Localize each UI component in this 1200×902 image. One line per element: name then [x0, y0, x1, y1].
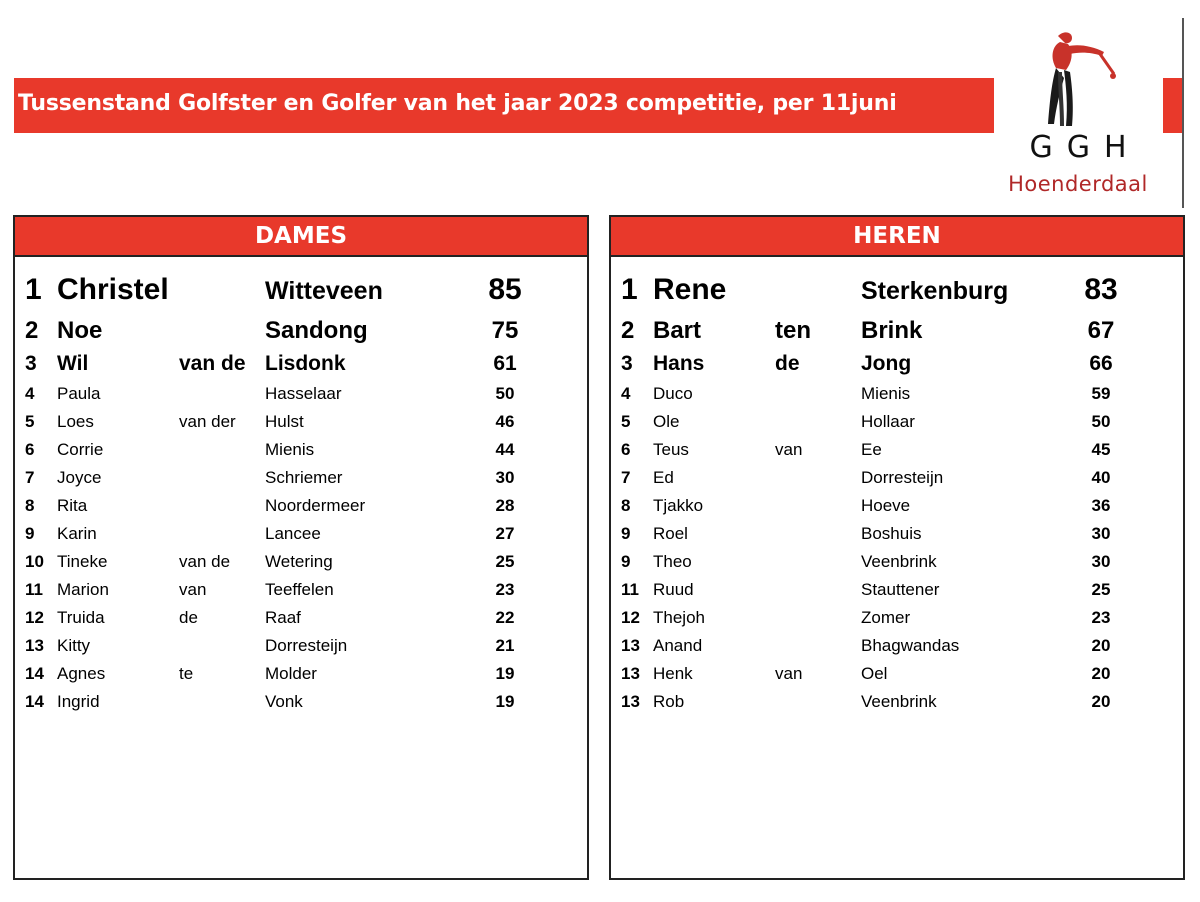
score: 85 [488, 273, 522, 306]
name-prefix: de [775, 352, 800, 375]
first-name: Roel [653, 524, 688, 543]
score: 23 [495, 580, 515, 599]
score: 36 [1091, 496, 1111, 515]
last-name: Brink [861, 317, 923, 344]
name-prefix: van der [179, 412, 236, 431]
name-prefix: van de [179, 352, 246, 375]
name-prefix: te [179, 664, 194, 683]
first-name: Ole [653, 412, 680, 431]
rank: 3 [621, 352, 633, 375]
first-name: Corrie [57, 440, 104, 459]
name-prefix: van [775, 440, 803, 459]
last-name: Hasselaar [265, 384, 342, 403]
last-name: Ee [861, 440, 882, 459]
last-name: Dorresteijn [265, 636, 348, 655]
first-name: Loes [57, 412, 94, 431]
first-name: Agnes [57, 664, 106, 683]
score: 25 [495, 552, 515, 571]
rank: 13 [25, 636, 44, 655]
first-name: Bart [653, 317, 702, 344]
score: 30 [1091, 552, 1111, 571]
logo-subtitle: Hoenderdaal [1008, 172, 1148, 196]
last-name: Bhagwandas [861, 636, 960, 655]
first-name: Ingrid [57, 692, 100, 711]
rank: 13 [621, 664, 640, 683]
first-name: Henk [653, 664, 693, 683]
score: 30 [1091, 524, 1111, 543]
golfer-swing-icon [1038, 28, 1118, 128]
rank: 12 [621, 608, 640, 627]
last-name: Vonk [265, 692, 303, 711]
score: 50 [1091, 412, 1111, 431]
last-name: Boshuis [861, 524, 922, 543]
dames-header: DAMES [15, 217, 587, 257]
last-name: Mienis [861, 384, 911, 403]
score: 23 [1091, 608, 1111, 627]
name-prefix: van [775, 664, 803, 683]
score: 30 [495, 468, 515, 487]
rank: 9 [25, 524, 35, 543]
rank: 1 [25, 273, 42, 306]
first-name: Paula [57, 384, 101, 403]
last-name: Teeffelen [265, 580, 334, 599]
rank: 8 [25, 496, 35, 515]
first-name: Theo [653, 552, 692, 571]
last-name: Hulst [265, 412, 304, 431]
rank: 13 [621, 636, 640, 655]
rank: 9 [621, 552, 631, 571]
rank: 11 [621, 580, 639, 599]
last-name: Molder [265, 664, 317, 683]
last-name: Dorresteijn [861, 468, 944, 487]
score: 75 [491, 317, 519, 344]
rank: 10 [25, 552, 44, 571]
rank: 6 [25, 440, 35, 459]
logo-text: GGH [1029, 130, 1141, 165]
score: 59 [1091, 384, 1111, 403]
score: 20 [1091, 664, 1111, 683]
first-name: Teus [653, 440, 689, 459]
rank: 5 [25, 412, 35, 431]
last-name: Hoeve [861, 496, 911, 515]
last-name: Witteveen [265, 277, 383, 305]
score: 66 [1089, 352, 1113, 375]
first-name: Duco [653, 384, 693, 403]
rank: 4 [621, 384, 631, 403]
name-prefix: van [179, 580, 207, 599]
rank: 11 [25, 580, 43, 599]
score: 46 [495, 412, 515, 431]
rank: 12 [25, 608, 44, 627]
last-name: Schriemer [265, 468, 343, 487]
rank: 8 [621, 496, 631, 515]
first-name: Tjakko [653, 496, 704, 515]
score: 44 [495, 440, 515, 459]
first-name: Ruud [653, 580, 694, 599]
score: 45 [1091, 440, 1111, 459]
rank: 4 [25, 384, 35, 403]
score: 21 [495, 636, 515, 655]
rank: 6 [621, 440, 631, 459]
score: 27 [495, 524, 515, 543]
first-name: Joyce [57, 468, 102, 487]
heren-panel [609, 215, 1185, 880]
first-name: Kitty [57, 636, 91, 655]
first-name: Marion [57, 580, 109, 599]
last-name: Veenbrink [861, 552, 937, 571]
first-name: Rita [57, 496, 88, 515]
score: 20 [1091, 636, 1111, 655]
last-name: Wetering [265, 552, 333, 571]
first-name: Noe [57, 317, 103, 344]
first-name: Truida [57, 608, 105, 627]
last-name: Raaf [265, 608, 301, 627]
name-prefix: van de [179, 552, 231, 571]
score: 22 [495, 608, 515, 627]
score: 19 [495, 692, 515, 711]
first-name: Anand [653, 636, 703, 655]
heren-header: HEREN [611, 217, 1183, 257]
last-name: Sterkenburg [861, 277, 1009, 305]
first-name: Thejoh [653, 608, 705, 627]
club-logo [990, 28, 1166, 198]
first-name: Hans [653, 352, 705, 375]
score: 50 [495, 384, 515, 403]
last-name: Zomer [861, 608, 911, 627]
last-name: Lancee [265, 524, 321, 543]
score: 61 [493, 352, 517, 375]
score: 20 [1091, 692, 1111, 711]
rank: 5 [621, 412, 631, 431]
first-name: Ed [653, 468, 674, 487]
score: 25 [1091, 580, 1111, 599]
first-name: Rene [653, 273, 727, 306]
score: 83 [1084, 273, 1118, 306]
last-name: Veenbrink [861, 692, 937, 711]
rank: 3 [25, 352, 37, 375]
rank: 13 [621, 692, 640, 711]
first-name: Rob [653, 692, 685, 711]
score: 19 [495, 664, 515, 683]
dames-panel [13, 215, 589, 880]
rank: 14 [25, 664, 44, 683]
score: 28 [495, 496, 515, 515]
rank: 7 [621, 468, 631, 487]
page-edge-divider [1182, 18, 1184, 208]
last-name: Mienis [265, 440, 315, 459]
first-name: Christel [57, 273, 169, 306]
page-title: Tussenstand Golfster en Golfer van het jaar 2023 competitie, per 11juni [18, 91, 897, 116]
first-name: Wil [57, 352, 89, 375]
rank: 1 [621, 273, 638, 306]
score: 67 [1087, 317, 1115, 344]
rank: 7 [25, 468, 35, 487]
last-name: Sandong [265, 317, 368, 344]
rank: 2 [621, 317, 635, 344]
banner-accent [1163, 78, 1183, 133]
last-name: Stauttener [861, 580, 940, 599]
first-name: Tineke [57, 552, 108, 571]
score: 40 [1091, 468, 1111, 487]
name-prefix: de [179, 608, 198, 627]
first-name: Karin [57, 524, 97, 543]
last-name: Jong [861, 352, 912, 375]
last-name: Lisdonk [265, 352, 346, 375]
rank: 9 [621, 524, 631, 543]
last-name: Oel [861, 664, 888, 683]
last-name: Noordermeer [265, 496, 366, 515]
last-name: Hollaar [861, 412, 915, 431]
rank: 2 [25, 317, 39, 344]
name-prefix: ten [775, 317, 811, 344]
rank: 14 [25, 692, 44, 711]
